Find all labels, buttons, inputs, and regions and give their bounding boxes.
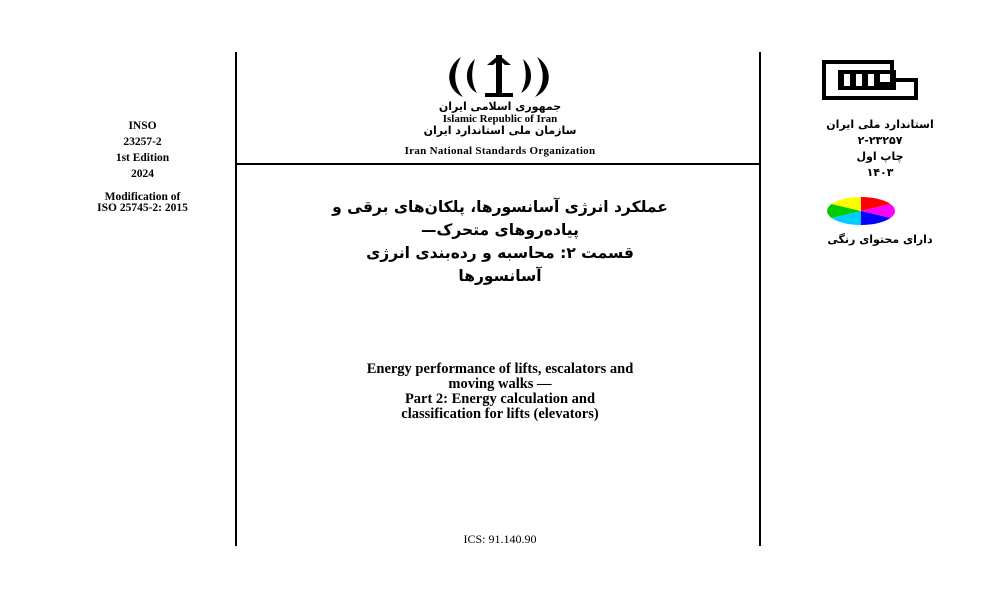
fa-org-name: سازمان ملی استاندارد ایران bbox=[423, 124, 577, 137]
edition-label: 1st Edition bbox=[115, 152, 170, 164]
color-wheel-icon bbox=[825, 196, 897, 226]
standard-number: 23257-2 bbox=[123, 136, 162, 148]
isiri-logo-icon bbox=[818, 58, 922, 102]
modification-line-1: Modification of bbox=[104, 191, 181, 203]
left-standard-info bbox=[55, 118, 230, 214]
en-org-name: Iran National Standards Organization bbox=[404, 145, 596, 157]
modification-note bbox=[55, 192, 230, 214]
persian-title-line-1: عملکرد انرژی آسانسورها، پلکان‌های برقی و bbox=[332, 198, 668, 216]
persian-title-line-2: پیاده‌روهای متحرک— bbox=[421, 221, 579, 239]
english-title-line-1: Energy performance of lifts, escalators and bbox=[366, 361, 634, 377]
national-standard-label: استاندارد ملی ایران bbox=[826, 118, 934, 131]
fa-edition-label: چاپ اول bbox=[856, 150, 904, 163]
modification-line-2: ISO 25745-2: 2015 bbox=[97, 202, 188, 214]
english-title bbox=[245, 362, 755, 422]
year-label: 2024 bbox=[131, 168, 154, 180]
color-content-label: دارای محتوای رنگی bbox=[827, 233, 933, 246]
fa-republic-name: جمهوری اسلامی ایران bbox=[438, 100, 562, 113]
right-standard-info bbox=[775, 117, 985, 181]
english-title-line-2: moving walks — bbox=[448, 376, 552, 392]
persian-title-line-3: قسمت ۲: محاسبه و رده‌بندی انرژی bbox=[366, 244, 634, 262]
right-divider bbox=[759, 52, 761, 546]
standard-code: INSO bbox=[128, 120, 157, 132]
english-title-line-4: classification for lifts (elevators) bbox=[401, 406, 599, 422]
header-titles bbox=[300, 101, 700, 157]
persian-title bbox=[245, 196, 755, 288]
fa-year-label: ۱۴۰۳ bbox=[866, 166, 894, 179]
persian-title-line-4: آسانسورها bbox=[458, 267, 542, 285]
iran-emblem-icon bbox=[439, 51, 559, 101]
left-divider bbox=[235, 52, 237, 546]
ics-code: ICS: 91.140.90 bbox=[463, 532, 537, 546]
header-divider bbox=[235, 163, 761, 165]
national-standard-number: ۲-۲۳۲۵۷ bbox=[857, 134, 903, 147]
english-title-line-3: Part 2: Energy calculation and bbox=[404, 391, 596, 407]
en-republic-name: Islamic Republic of Iran bbox=[442, 113, 558, 125]
